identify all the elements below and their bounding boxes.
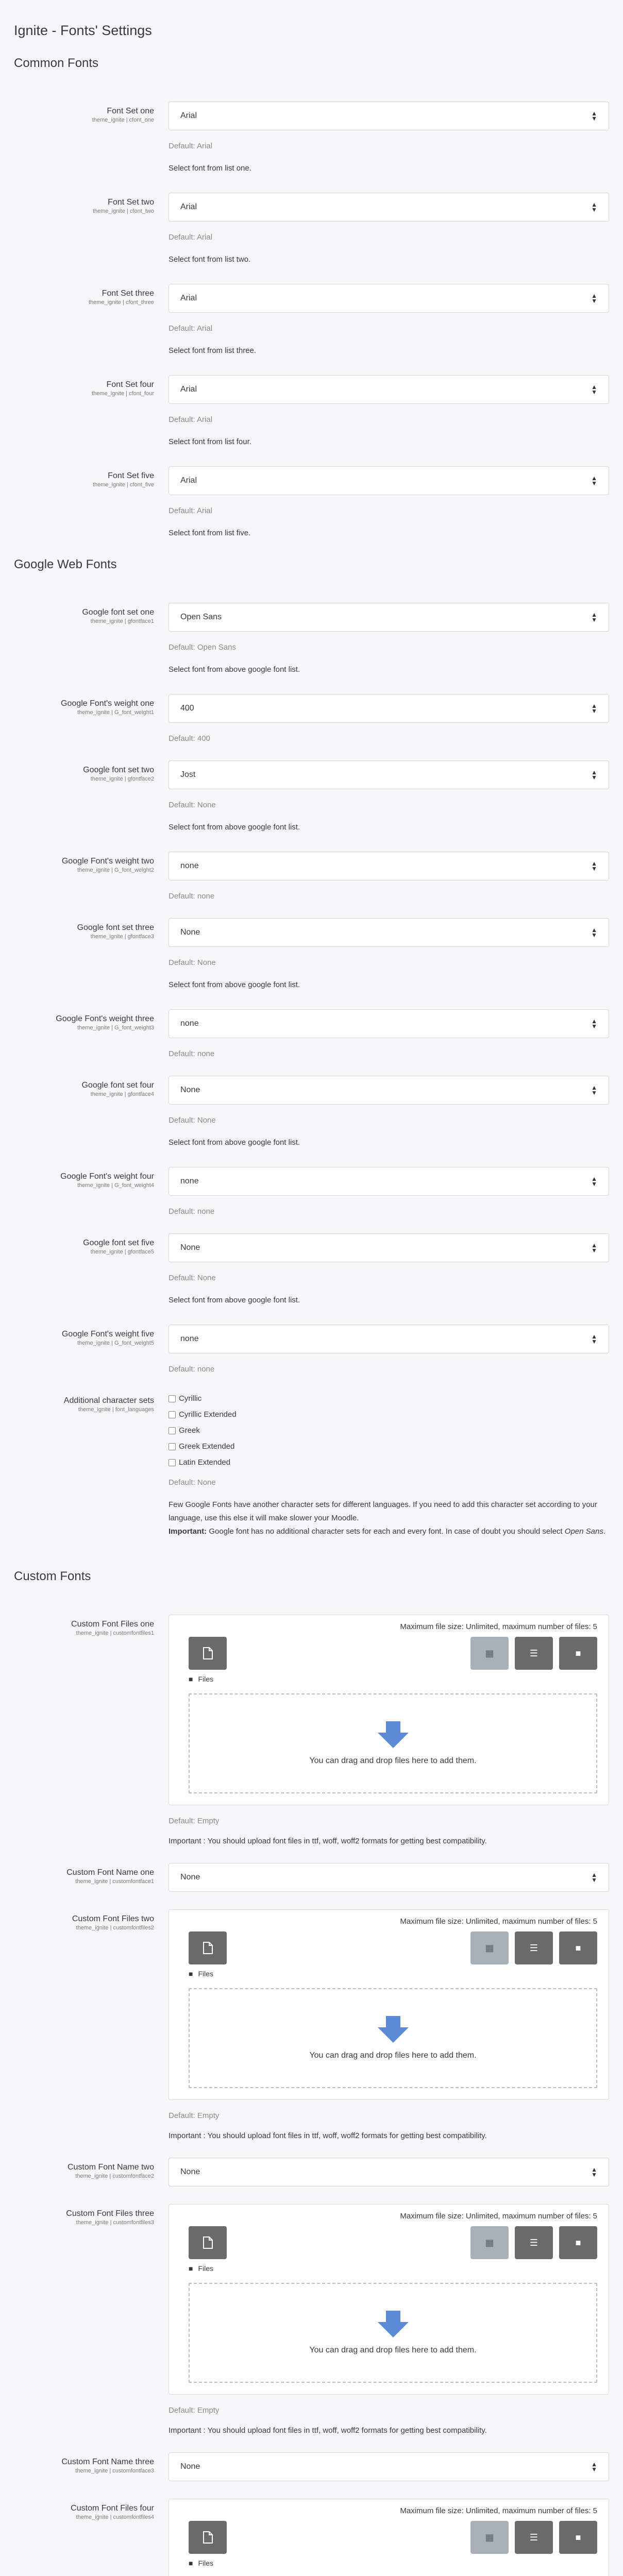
setting-label: Custom Font Files two bbox=[72, 1914, 154, 1923]
grid-view-button[interactable] bbox=[470, 2226, 509, 2259]
folder-icon: ■ bbox=[189, 2264, 193, 2273]
setting-description: Select font from list four. bbox=[169, 437, 251, 446]
setting-google-font-four bbox=[14, 1076, 609, 1149]
upload-note: Important : You should upload font files in ttf, woff, woff2 formats for getting best compatibility. bbox=[169, 1837, 487, 1845]
up-down-arrows-icon: ▲ ▼ bbox=[591, 2166, 597, 2178]
select-value: Arial bbox=[180, 476, 197, 485]
setting-description: Select font from above google font list. bbox=[169, 980, 300, 989]
setting-key: theme_ignite | customfontfiles3 bbox=[76, 2219, 154, 2226]
setting-description: Select font from above google font list. bbox=[169, 1296, 300, 1304]
setting-key: theme_ignite | G_font_weight5 bbox=[77, 1340, 154, 1346]
setting-label: Google font set five bbox=[83, 1239, 154, 1247]
font-set-one-select[interactable] bbox=[169, 101, 609, 130]
setting-label: Google font set four bbox=[81, 1081, 154, 1090]
checkbox[interactable] bbox=[169, 1459, 176, 1466]
setting-key: theme_ignite | customfontfiles2 bbox=[76, 1925, 154, 1931]
setting-label: Font Set four bbox=[106, 380, 154, 389]
setting-google-font-two bbox=[14, 760, 609, 834]
default-value: Default: Arial bbox=[169, 415, 213, 424]
page-title: Ignite - Fonts' Settings bbox=[14, 23, 152, 38]
setting-key: theme_ignite | G_font_weight4 bbox=[77, 1182, 154, 1189]
setting-label: Custom Font Name one bbox=[66, 1868, 154, 1877]
select-value: None bbox=[180, 2167, 200, 2176]
google-font-four-select[interactable] bbox=[169, 1076, 609, 1105]
add-file-button[interactable] bbox=[189, 2521, 227, 2554]
grid-view-icon: ▦ bbox=[485, 2237, 494, 2248]
list-view-button[interactable] bbox=[515, 2226, 553, 2259]
default-value: Default: Arial bbox=[169, 233, 213, 242]
grid-view-button[interactable] bbox=[470, 1637, 509, 1670]
select-value: Arial bbox=[180, 385, 197, 394]
setting-label: Font Set five bbox=[108, 471, 154, 480]
font-set-four-select[interactable] bbox=[169, 375, 609, 404]
default-value: Default: 400 bbox=[169, 734, 210, 743]
google-weight-three-select[interactable] bbox=[169, 1009, 609, 1038]
setting-font-set-one bbox=[14, 101, 609, 175]
setting-key: theme_ignite | customfontface3 bbox=[75, 2468, 154, 2474]
setting-key: theme_ignite | customfontface1 bbox=[75, 1878, 154, 1885]
setting-custom-font-files-four bbox=[14, 2499, 609, 2576]
setting-custom-font-files-three bbox=[14, 2204, 609, 2435]
add-file-icon bbox=[202, 1647, 213, 1659]
setting-custom-font-name-three bbox=[14, 2452, 609, 2481]
custom-font-name-three-select[interactable] bbox=[169, 2452, 609, 2481]
font-set-five-select[interactable] bbox=[169, 466, 609, 495]
setting-description: Select font from above google font list. bbox=[169, 665, 300, 674]
setting-key: theme_ignite | G_font_weight3 bbox=[77, 1025, 154, 1031]
grid-view-button[interactable] bbox=[470, 2521, 509, 2554]
default-value: Default: Arial bbox=[169, 324, 213, 333]
grid-view-icon: ▦ bbox=[485, 2532, 494, 2543]
up-down-arrows-icon: ▲ ▼ bbox=[591, 474, 597, 487]
checkbox[interactable] bbox=[169, 1411, 176, 1418]
setting-google-font-five bbox=[14, 1233, 609, 1307]
add-file-icon bbox=[202, 2531, 213, 2544]
setting-key: theme_ignite | cfont_five bbox=[92, 482, 154, 488]
checkbox-label: Cyrillic bbox=[179, 1394, 202, 1403]
default-value: Default: None bbox=[169, 958, 216, 967]
folder-view-icon: ■ bbox=[575, 2532, 581, 2543]
drop-zone[interactable] bbox=[189, 2283, 597, 2383]
setting-key: theme_ignite | cfont_four bbox=[92, 391, 154, 397]
default-value: Default: none bbox=[169, 1049, 215, 1058]
folder-icon: ■ bbox=[189, 1970, 193, 1978]
setting-label: Google font set one bbox=[82, 608, 154, 617]
file-path bbox=[189, 2559, 597, 2567]
checkbox-label: Greek Extended bbox=[179, 1442, 235, 1451]
up-down-arrows-icon: ▲ ▼ bbox=[591, 1871, 597, 1884]
default-value: Default: Empty bbox=[169, 1817, 220, 1825]
up-down-arrows-icon: ▲ ▼ bbox=[591, 1242, 597, 1254]
setting-font-set-four bbox=[14, 375, 609, 449]
font-set-two-select[interactable] bbox=[169, 193, 609, 222]
section-google-fonts: Google Web Fonts bbox=[14, 557, 117, 571]
default-value: Default: Empty bbox=[169, 2406, 220, 2415]
folder-view-button[interactable] bbox=[559, 1931, 597, 1964]
charset-desc-1: Few Google Fonts have another character sets for different languages. If you need to add this character set according to your language, use this else it will make slower your Moodle. bbox=[169, 1500, 597, 1522]
add-file-icon bbox=[202, 2236, 213, 2249]
setting-custom-font-files-two bbox=[14, 1909, 609, 2140]
setting-custom-font-name-one bbox=[14, 1863, 609, 1892]
up-down-arrows-icon: ▲ ▼ bbox=[591, 1333, 597, 1345]
default-value: Default: none bbox=[169, 1365, 215, 1374]
max-file-size-text: Maximum file size: Unlimited, maximum number of files: 5 bbox=[400, 1917, 597, 1926]
setting-label: Font Set three bbox=[102, 289, 154, 298]
default-value: Default: Arial bbox=[169, 142, 213, 150]
charset-desc-end: . bbox=[603, 1527, 606, 1536]
upload-note: Important : You should upload font files in ttf, woff, woff2 formats for getting best compatibility. bbox=[169, 2426, 487, 2435]
setting-google-font-three bbox=[14, 918, 609, 992]
charset-desc-em: Open Sans bbox=[564, 1527, 603, 1536]
max-file-size-text: Maximum file size: Unlimited, maximum number of files: 5 bbox=[400, 1622, 597, 1631]
setting-google-weight-two bbox=[14, 852, 609, 901]
setting-description: Select font from list five. bbox=[169, 529, 251, 537]
google-font-two-select[interactable] bbox=[169, 760, 609, 789]
up-down-arrows-icon: ▲ ▼ bbox=[591, 1175, 597, 1188]
google-font-three-select[interactable] bbox=[169, 918, 609, 947]
up-down-arrows-icon: ▲ ▼ bbox=[591, 383, 597, 396]
setting-google-font-one bbox=[14, 603, 609, 676]
select-value: Arial bbox=[180, 111, 197, 120]
google-weight-two-select[interactable] bbox=[169, 852, 609, 880]
up-down-arrows-icon: ▲ ▼ bbox=[591, 860, 597, 872]
select-value: None bbox=[180, 1086, 200, 1094]
folder-view-icon: ■ bbox=[575, 1648, 581, 1658]
setting-description: Select font from above google font list. bbox=[169, 823, 300, 832]
up-down-arrows-icon: ▲ ▼ bbox=[591, 292, 597, 304]
select-value: Open Sans bbox=[180, 613, 222, 621]
section-common-fonts: Common Fonts bbox=[14, 56, 99, 70]
add-file-button[interactable] bbox=[189, 1637, 227, 1670]
setting-label: Custom Font Files three bbox=[66, 2209, 154, 2218]
grid-view-button[interactable] bbox=[470, 1931, 509, 1964]
setting-label: Google Font's weight one bbox=[61, 699, 154, 708]
setting-key: theme_ignite | gfontface4 bbox=[90, 1091, 154, 1097]
add-file-icon bbox=[202, 1942, 213, 1954]
select-value: Arial bbox=[180, 202, 197, 211]
setting-label: Google font set two bbox=[83, 766, 154, 774]
setting-custom-font-name-two bbox=[14, 2158, 609, 2187]
file-path bbox=[189, 1675, 597, 1683]
list-view-button[interactable] bbox=[515, 1637, 553, 1670]
list-view-icon: ☰ bbox=[529, 1648, 538, 1658]
charset-option-greek-extended[interactable] bbox=[169, 1442, 609, 1451]
up-down-arrows-icon: ▲ ▼ bbox=[591, 702, 597, 715]
setting-additional-charsets bbox=[14, 1391, 609, 1538]
setting-label: Font Set one bbox=[107, 107, 154, 115]
checkbox-label: Cyrillic Extended bbox=[179, 1410, 237, 1419]
default-value: Default: Empty bbox=[169, 2111, 220, 2120]
setting-label: Google Font's weight three bbox=[56, 1014, 154, 1023]
setting-key: theme_ignite | customfontfiles1 bbox=[76, 1630, 154, 1636]
setting-key: theme_ignite | gfontface5 bbox=[90, 1249, 154, 1255]
file-manager bbox=[169, 1909, 609, 2100]
folder-label[interactable]: Files bbox=[198, 1675, 214, 1683]
setting-label: Google Font's weight four bbox=[60, 1172, 154, 1181]
google-font-one-select[interactable] bbox=[169, 603, 609, 632]
checkbox[interactable] bbox=[169, 1395, 176, 1402]
select-value: none bbox=[180, 1019, 199, 1028]
setting-label: Additional character sets bbox=[63, 1396, 154, 1405]
setting-label: Custom Font Files one bbox=[71, 1620, 154, 1629]
select-value: None bbox=[180, 2462, 200, 2471]
list-view-button[interactable] bbox=[515, 1931, 553, 1964]
setting-custom-font-files-one bbox=[14, 1615, 609, 1845]
list-view-button[interactable] bbox=[515, 2521, 553, 2554]
setting-key: theme_ignite | G_font_weight1 bbox=[77, 709, 154, 716]
file-manager bbox=[169, 1615, 609, 1805]
folder-icon: ■ bbox=[189, 2559, 193, 2567]
max-file-size-text: Maximum file size: Unlimited, maximum number of files: 5 bbox=[400, 2506, 597, 2515]
charset-checkbox-list bbox=[169, 1391, 609, 1467]
google-weight-one-select[interactable] bbox=[169, 694, 609, 723]
folder-view-icon: ■ bbox=[575, 1942, 581, 1953]
max-file-size-text: Maximum file size: Unlimited, maximum number of files: 5 bbox=[400, 2212, 597, 2221]
default-value: Default: Open Sans bbox=[169, 643, 236, 652]
folder-label[interactable]: Files bbox=[198, 2264, 214, 2273]
section-custom-fonts: Custom Fonts bbox=[14, 1569, 91, 1583]
setting-description: Select font from list one. bbox=[169, 164, 251, 173]
charset-option-cyrillic[interactable] bbox=[169, 1394, 609, 1403]
setting-font-set-two bbox=[14, 193, 609, 266]
up-down-arrows-icon: ▲ ▼ bbox=[591, 611, 597, 623]
default-value: Default: none bbox=[169, 892, 215, 901]
file-path bbox=[189, 2264, 597, 2273]
default-value: Default: none bbox=[169, 1207, 215, 1216]
select-value: None bbox=[180, 928, 200, 937]
drop-zone-text: You can drag and drop files here to add them. bbox=[309, 2346, 477, 2354]
select-value: none bbox=[180, 1177, 199, 1185]
grid-view-icon: ▦ bbox=[485, 1942, 494, 1953]
up-down-arrows-icon: ▲ ▼ bbox=[591, 926, 597, 939]
charset-option-cyrillic-extended[interactable] bbox=[169, 1410, 609, 1419]
custom-font-name-two-select[interactable] bbox=[169, 2158, 609, 2187]
folder-view-icon: ■ bbox=[575, 2237, 581, 2248]
drop-zone[interactable] bbox=[189, 1693, 597, 1793]
setting-label: Font Set two bbox=[108, 198, 154, 207]
setting-font-set-three bbox=[14, 284, 609, 358]
setting-google-weight-five bbox=[14, 1325, 609, 1374]
download-arrow-icon bbox=[377, 1721, 410, 1748]
setting-key: theme_ignite | G_font_weight2 bbox=[77, 867, 154, 873]
up-down-arrows-icon: ▲ ▼ bbox=[591, 1018, 597, 1030]
setting-google-weight-three bbox=[14, 1009, 609, 1058]
list-view-icon: ☰ bbox=[529, 1942, 538, 1953]
setting-label: Custom Font Name two bbox=[67, 2163, 154, 2172]
google-weight-four-select[interactable] bbox=[169, 1167, 609, 1196]
setting-google-weight-one bbox=[14, 694, 609, 743]
folder-view-button[interactable] bbox=[559, 2521, 597, 2554]
list-view-icon: ☰ bbox=[529, 2237, 538, 2248]
checkbox-label: Greek bbox=[179, 1426, 200, 1435]
setting-key: theme_ignite | cfont_one bbox=[92, 117, 154, 123]
setting-key: theme_ignite | customfontfiles4 bbox=[76, 2514, 154, 2520]
setting-label: Custom Font Name three bbox=[61, 2458, 154, 2466]
default-value: Default: None bbox=[169, 801, 216, 809]
charset-desc-2: Google font has no additional character sets for each and every font. In case of doubt you should select bbox=[207, 1527, 565, 1536]
setting-label: Custom Font Files four bbox=[71, 2504, 154, 2513]
setting-key: theme_ignite | font_languages bbox=[78, 1406, 154, 1413]
file-manager bbox=[169, 2499, 609, 2576]
setting-label: Google Font's weight two bbox=[61, 857, 154, 866]
folder-view-button[interactable] bbox=[559, 1637, 597, 1670]
select-value: None bbox=[180, 1243, 200, 1252]
default-value: Default: None bbox=[169, 1478, 216, 1487]
grid-view-icon: ▦ bbox=[485, 1648, 494, 1658]
checkbox-label: Latin Extended bbox=[179, 1458, 231, 1467]
folder-view-button[interactable] bbox=[559, 2226, 597, 2259]
select-value: None bbox=[180, 1873, 200, 1882]
up-down-arrows-icon: ▲ ▼ bbox=[591, 2461, 597, 2473]
up-down-arrows-icon: ▲ ▼ bbox=[591, 1084, 597, 1096]
setting-key: theme_ignite | gfontface1 bbox=[90, 618, 154, 624]
charset-desc-important: Important: bbox=[169, 1527, 207, 1536]
download-arrow-icon bbox=[377, 2016, 410, 2043]
custom-font-name-one-select[interactable] bbox=[169, 1863, 609, 1892]
folder-icon: ■ bbox=[189, 1675, 193, 1683]
select-value: Jost bbox=[180, 770, 196, 779]
setting-description: Select font from above google font list. bbox=[169, 1138, 300, 1147]
setting-description: Select font from list three. bbox=[169, 346, 257, 355]
google-font-five-select[interactable] bbox=[169, 1233, 609, 1262]
list-view-icon: ☰ bbox=[529, 2532, 538, 2543]
up-down-arrows-icon: ▲ ▼ bbox=[591, 110, 597, 122]
add-file-button[interactable] bbox=[189, 1931, 227, 1964]
setting-description: Select font from list two. bbox=[169, 255, 251, 264]
google-weight-five-select[interactable] bbox=[169, 1325, 609, 1353]
charset-option-latin-extended[interactable] bbox=[169, 1458, 609, 1467]
checkbox[interactable] bbox=[169, 1443, 176, 1450]
setting-key: theme_ignite | customfontface2 bbox=[75, 2173, 154, 2179]
drop-zone[interactable] bbox=[189, 1988, 597, 2088]
charset-option-greek[interactable] bbox=[169, 1426, 609, 1435]
default-value: Default: None bbox=[169, 1274, 216, 1282]
add-file-button[interactable] bbox=[189, 2226, 227, 2259]
setting-font-set-five bbox=[14, 466, 609, 540]
setting-description bbox=[169, 1498, 609, 1538]
setting-key: theme_ignite | gfontface3 bbox=[90, 934, 154, 940]
download-arrow-icon bbox=[377, 2311, 410, 2337]
setting-label: Google Font's weight five bbox=[61, 1330, 154, 1338]
file-path bbox=[189, 1970, 597, 1978]
folder-label[interactable]: Files bbox=[198, 2559, 214, 2567]
setting-google-weight-four bbox=[14, 1167, 609, 1216]
setting-label: Google font set three bbox=[77, 923, 154, 932]
select-value: none bbox=[180, 861, 199, 870]
up-down-arrows-icon: ▲ ▼ bbox=[591, 201, 597, 213]
select-value: Arial bbox=[180, 294, 197, 302]
default-value: Default: None bbox=[169, 1116, 216, 1125]
drop-zone-text: You can drag and drop files here to add them. bbox=[309, 2051, 477, 2060]
setting-key: theme_ignite | cfont_three bbox=[89, 299, 154, 306]
checkbox[interactable] bbox=[169, 1427, 176, 1434]
select-value: none bbox=[180, 1334, 199, 1343]
up-down-arrows-icon: ▲ ▼ bbox=[591, 769, 597, 781]
upload-note: Important : You should upload font files in ttf, woff, woff2 formats for getting best compatibility. bbox=[169, 2131, 487, 2140]
setting-key: theme_ignite | cfont_two bbox=[92, 208, 154, 214]
font-set-three-select[interactable] bbox=[169, 284, 609, 313]
drop-zone-text: You can drag and drop files here to add them. bbox=[309, 1756, 477, 1765]
select-value: 400 bbox=[180, 704, 194, 713]
folder-label[interactable]: Files bbox=[198, 1970, 214, 1978]
file-manager bbox=[169, 2204, 609, 2395]
setting-key: theme_ignite | gfontface2 bbox=[90, 776, 154, 782]
default-value: Default: Arial bbox=[169, 506, 213, 515]
